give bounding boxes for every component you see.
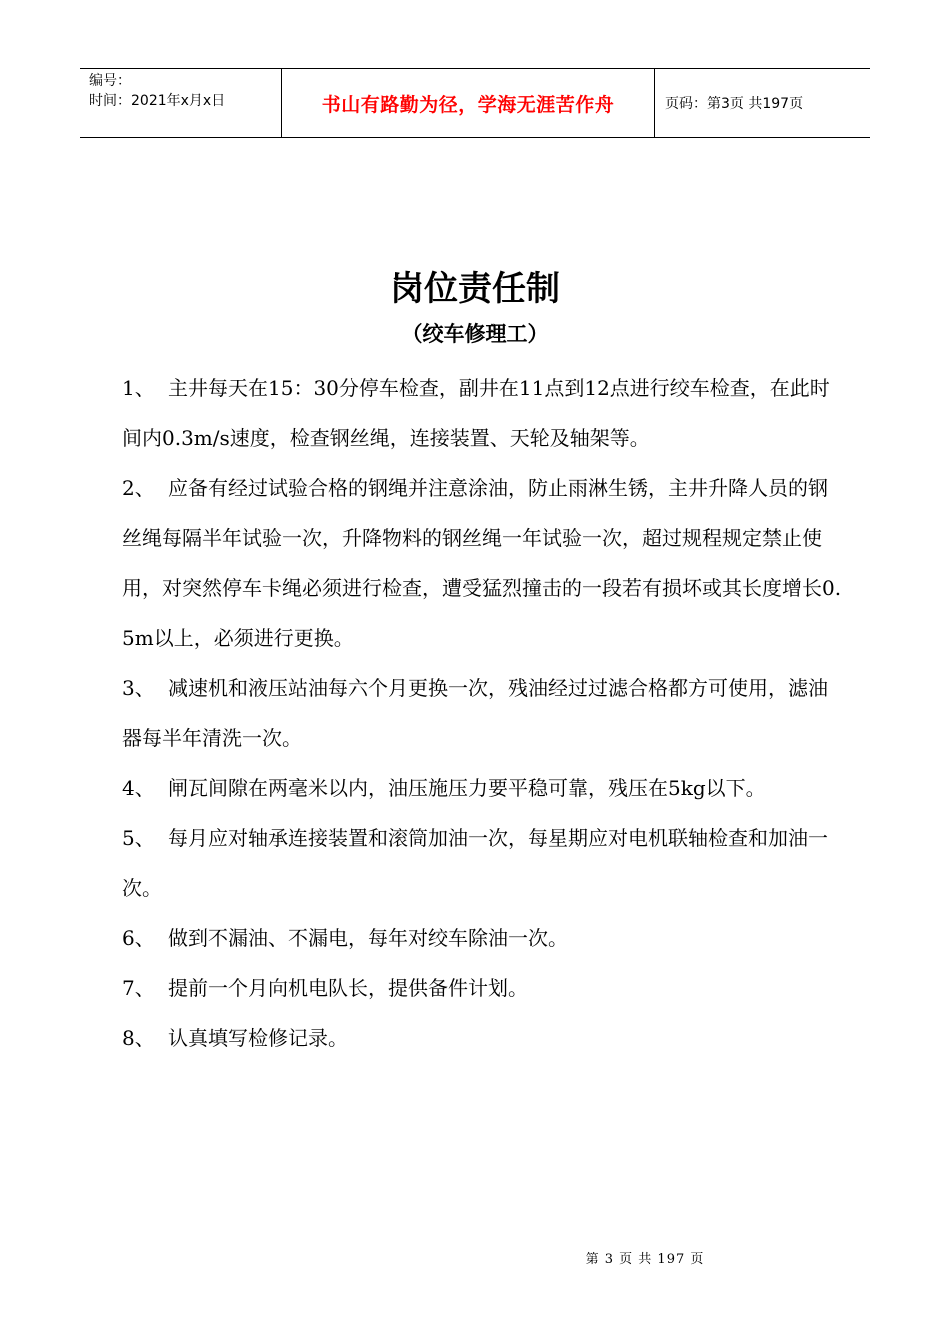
- item-number: 7、: [122, 976, 155, 1000]
- page-header: [80, 68, 870, 138]
- item-text: 应备有经过试验合格的钢绳并注意涂油，防止雨淋生锈，主井升降人员的钢丝绳每隔半年试验一次，升降物料的钢丝绳一年试验一次，超过规程规定禁止使用，对突然停车卡绳必须进行检查，遭受猛烈撞击的一段若有损坏或其长度增长0.5m以上，必须进行更换。: [122, 476, 842, 650]
- list-item: [122, 763, 842, 813]
- document-subtitle: （绞车修理工）: [401, 322, 549, 346]
- item-text: 做到不漏油、不漏电，每年对绞车除油一次。: [168, 926, 568, 950]
- list-item: [122, 913, 842, 963]
- document-title: 岗位责任制: [390, 269, 560, 309]
- item-number: 3、: [122, 676, 155, 700]
- list-item: [122, 463, 842, 663]
- item-number: 2、: [122, 476, 155, 500]
- header-motto-cell: [282, 69, 655, 137]
- list-item: [122, 663, 842, 763]
- list-item: [122, 1013, 842, 1063]
- item-number: 5、: [122, 826, 155, 850]
- item-text: 认真填写检修记录。: [168, 1026, 348, 1050]
- list-item: [122, 963, 842, 1013]
- item-text: 每月应对轴承连接装置和滚筒加油一次，每星期应对电机联轴检查和加油一次。: [122, 826, 828, 900]
- header-page-info: 页码：第3页 共197页: [665, 96, 804, 112]
- page-footer: 第 3 页 共 197 页: [585, 1252, 705, 1267]
- header-code-label: 编号：: [89, 73, 131, 89]
- item-number: 1、: [122, 376, 155, 400]
- header-meta: [80, 69, 282, 137]
- header-time-label: 时间：2021年x月x日: [89, 93, 226, 109]
- document-body: [122, 363, 842, 1063]
- item-number: 6、: [122, 926, 155, 950]
- item-number: 4、: [122, 776, 155, 800]
- item-text: 闸瓦间隙在两毫米以内，油压施压力要平稳可靠，残压在5kg以下。: [168, 776, 766, 800]
- item-text: 主井每天在15：30分停车检查，副井在11点到12点进行绞车检查，在此时间内0.3m/s速度，检查钢丝绳，连接装置、天轮及轴架等。: [122, 376, 830, 450]
- header-motto: 书山有路勤为径，学海无涯苦作舟: [321, 93, 615, 116]
- item-number: 8、: [122, 1026, 155, 1050]
- list-item: [122, 813, 842, 913]
- list-item: [122, 363, 842, 463]
- item-text: 提前一个月向机电队长，提供备件计划。: [168, 976, 528, 1000]
- item-text: 减速机和液压站油每六个月更换一次，残油经过过滤合格都方可使用，滤油器每半年清洗一次。: [122, 676, 828, 750]
